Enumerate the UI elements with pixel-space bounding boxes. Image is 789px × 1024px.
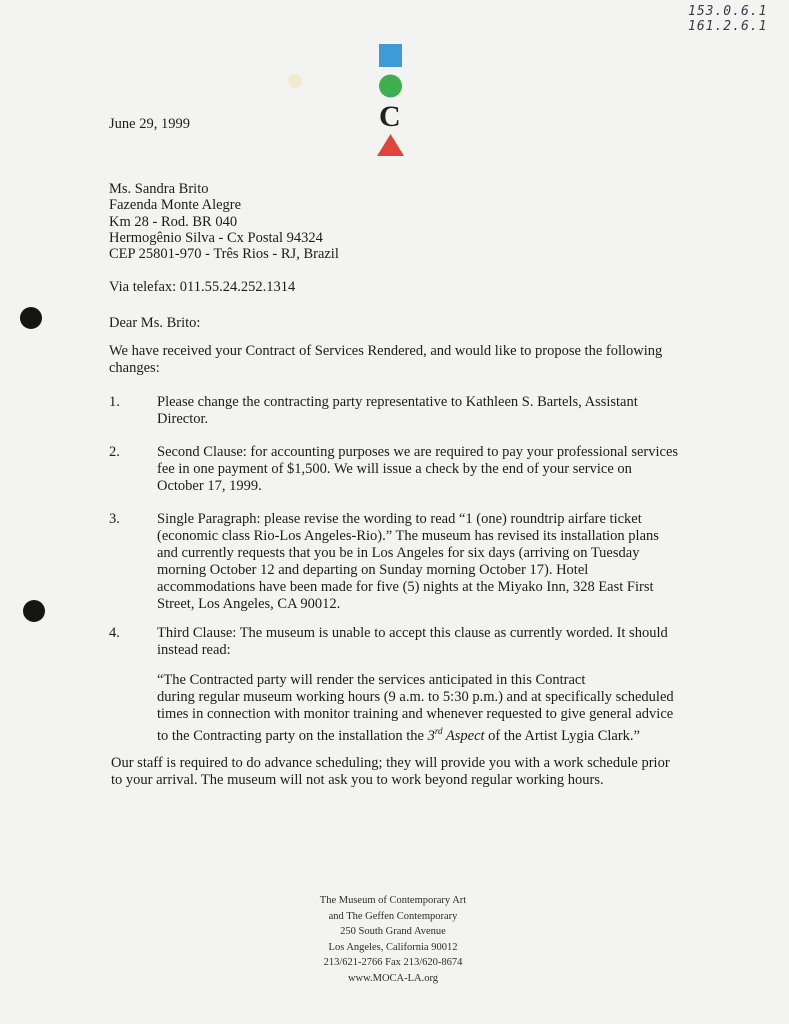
footer-line: 250 South Grand Avenue (340, 926, 446, 938)
item-number: 1. (109, 394, 120, 410)
ordinal-suffix: rd (434, 726, 443, 736)
item-line: October 17, 1999. (157, 478, 262, 494)
item-text (157, 625, 687, 659)
paper-stain (288, 74, 302, 88)
item-line: instead read: (157, 642, 231, 658)
quote-text: of the Artist Lygia Clark.” (484, 727, 640, 744)
item-number: 4. (109, 625, 120, 641)
artwork-title-text: Aspect (442, 727, 485, 744)
address-line: CEP 25801-970 - Três Rios - RJ, Brazil (109, 246, 339, 263)
quote-line: during regular museum working hours (9 a.m. to 5:30 p.m.) and at specifically scheduled (157, 689, 674, 705)
address-line: Fazenda Monte Alegre (109, 197, 242, 214)
address-line: Hermogênio Silva - Cx Postal 94324 (109, 229, 323, 246)
footer-line: 213/621-2766 Fax 213/620-8674 (323, 957, 463, 969)
telefax-line: Via telefax: 011.55.24.252.1314 (109, 279, 296, 295)
logo-crescent (351, 104, 363, 128)
artwork-title (428, 728, 485, 744)
archive-note-line: 153.0.6.1 (688, 4, 768, 19)
salutation: Dear Ms. Brito: (109, 315, 201, 331)
address-line: Ms. Sandra Brito (109, 181, 209, 197)
item-line: and currently requests that you be in Los Angeles for six days (arriving on Tuesday (157, 545, 640, 561)
item-line: Single Paragraph: please revise the wording to read “1 (one) roundtrip airfare ticket (157, 511, 642, 527)
recipient-address (109, 181, 339, 262)
closing-paragraph (111, 755, 701, 789)
footer-line: Los Angeles, California 90012 (328, 941, 458, 953)
item-line: Street, Los Angeles, CA 90012. (157, 596, 341, 612)
logo-circle (379, 75, 402, 98)
item-line: Director. (157, 411, 209, 427)
artwork-ordinal: 3 (427, 727, 435, 744)
closing-line: to your arrival. The museum will not ask you to work beyond regular working hours. (111, 772, 604, 788)
archive-handwritten-note (688, 4, 783, 34)
letter-date: June 29, 1999 (109, 116, 190, 132)
item-line: Please change the contracting party representative to Kathleen S. Bartels, Assistant (157, 394, 638, 410)
punch-hole (23, 600, 45, 622)
moca-logo (346, 42, 416, 160)
item-line: (economic class Rio-Los Angeles-Rio).” The museum has revised its installation plans (157, 528, 659, 544)
item-text (157, 394, 687, 428)
item-line: accommodations have been made for five (5) nights at the Miyako Inn, 328 East First (157, 579, 654, 595)
item-text (157, 444, 687, 495)
punch-hole (20, 307, 42, 329)
quote-line: times in connection with monitor training and whenever requested to give general advice (157, 706, 674, 722)
item-number: 2. (109, 444, 120, 460)
footer-website: www.MOCA-LA.org (347, 972, 439, 984)
logo-square (379, 44, 402, 67)
quote-line: “The Contracted party will render the services anticipated in this Contract (157, 672, 586, 688)
closing-line: Our staff is required to do advance scheduling; they will provide you with a work schedule prior (111, 755, 670, 771)
intro-paragraph: We have received your Contract of Services Rendered, and would like to propose the following changes: (109, 343, 663, 376)
quote-text: to the Contracting party on the installation the (157, 727, 428, 744)
logo-letter: C (379, 100, 401, 133)
archive-note-line: 161.2.6.1 (688, 19, 768, 34)
address-line: Km 28 - Rod. BR 040 (109, 213, 238, 230)
logo-triangle (377, 134, 404, 156)
quoted-clause (157, 672, 702, 745)
item-line: Second Clause: for accounting purposes we are required to pay your professional services (157, 444, 679, 460)
footer-line: and The Geffen Contemporary (328, 910, 458, 922)
item-line: Third Clause: The museum is unable to accept this clause as currently worded. It should (157, 625, 668, 641)
quote-line (157, 723, 702, 745)
letterhead-footer (250, 893, 536, 987)
item-text (157, 511, 687, 613)
item-number: 3. (109, 511, 120, 527)
item-line: morning October 12 and departing on Sunday morning October 17). Hotel (157, 562, 589, 578)
item-line: fee in one payment of $1,500. We will issue a check by the end of your service on (157, 461, 632, 477)
footer-line: The Museum of Contemporary Art (319, 895, 467, 906)
